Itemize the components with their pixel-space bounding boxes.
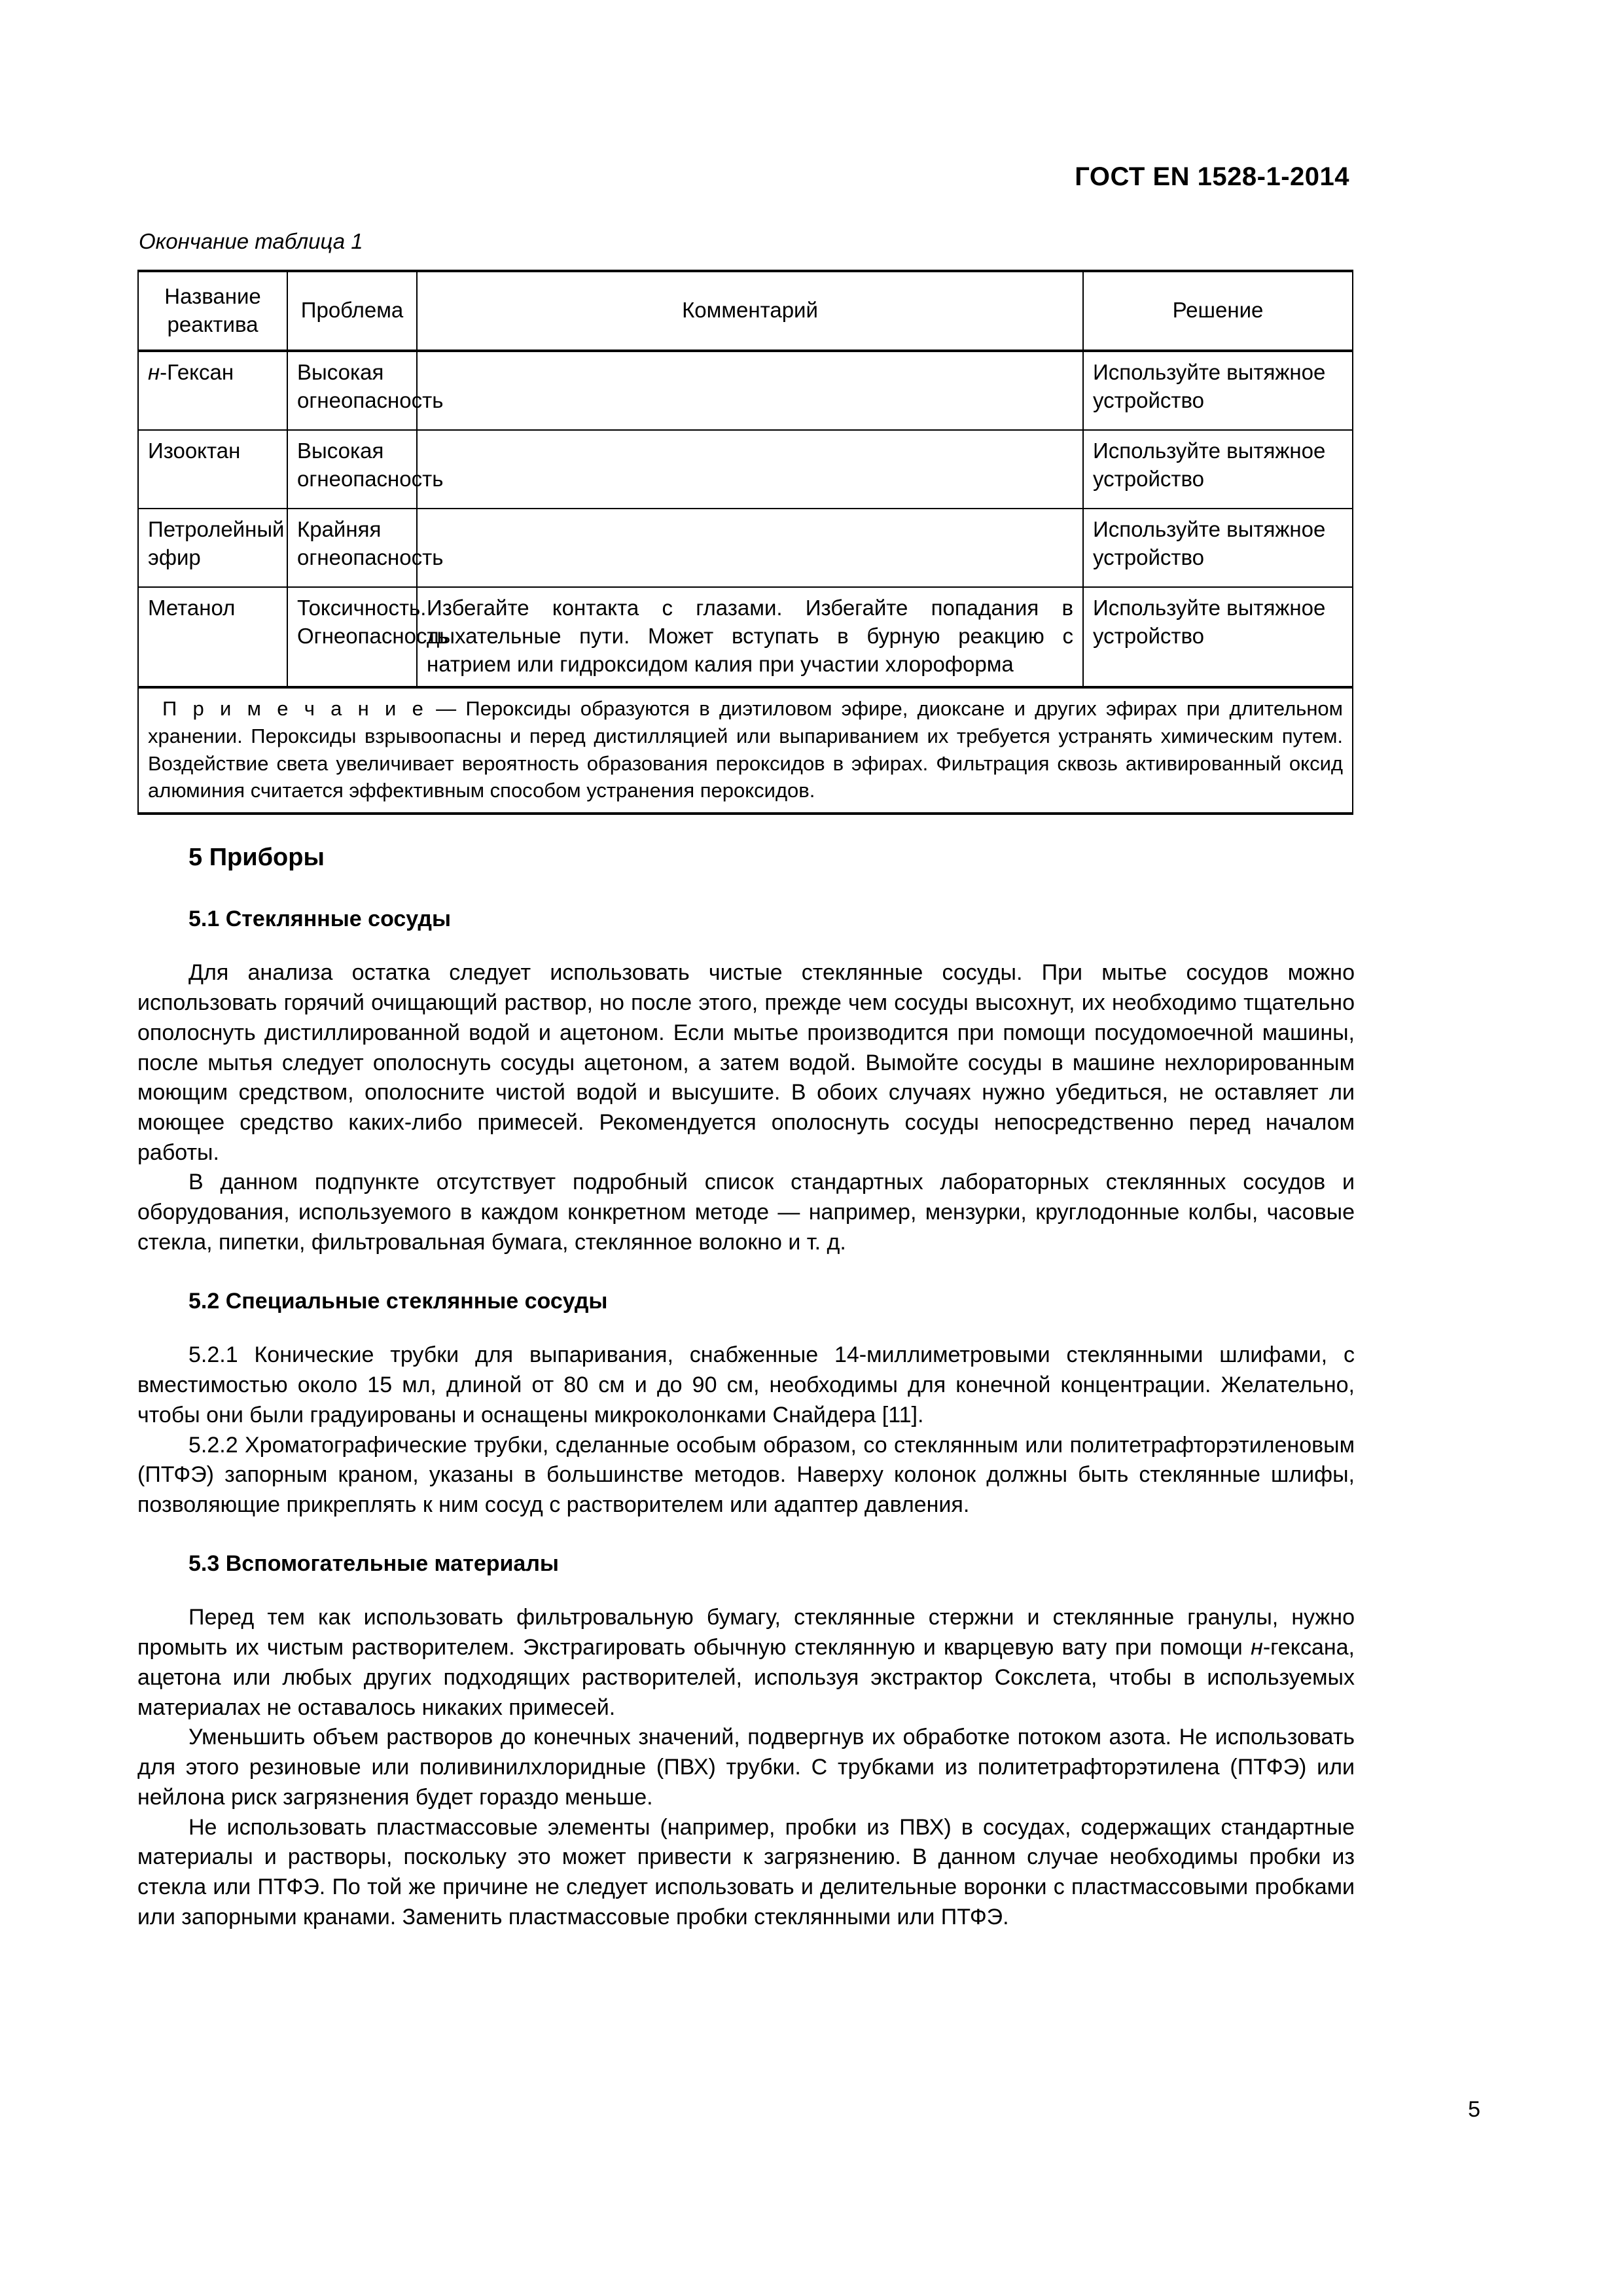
reagent-name-text: -Гексан xyxy=(160,359,234,384)
paragraph-5-2-1: 5.2.1 Конические трубки для выпаривания, снабженные 14-миллиметровыми стеклянными шлифами, с вместимостью около 15 мл, длиной от 80 см и до 90 см, необходимы для конечной концентрации. Желательно, чтобы они были градуированы и оснащены микроколонками Снайдера [11]. xyxy=(137,1342,1355,1427)
cell-problem: Высокая огнеопасность xyxy=(287,430,417,509)
cell-problem: Токсичность. Огнеопасность xyxy=(287,587,417,688)
table-note-row xyxy=(138,687,1353,813)
paragraph-5-3-1 xyxy=(137,1603,1355,1723)
paragraph-5-3-2: Уменьшить объем растворов до конечных значений, подвергнув их обработке потоком азота. Не использовать для этого резиновые или поливинилхлоридные (ПВХ) трубки. С трубками из политетрафторэтилена (ПТФЭ) или нейлона риск загрязнения будет гораздо меньше. xyxy=(137,1725,1355,1810)
cell-solution: Используйте вытяжное устройство xyxy=(1083,430,1353,509)
cell-reagent-name xyxy=(138,351,287,430)
cell-reagent-name: Петролейный эфир xyxy=(138,509,287,587)
table-row xyxy=(138,587,1353,688)
paragraph-5-1-2: В данном подпункте отсутствует подробный список стандартных лабораторных стеклянных сосудов и оборудования, используемого в каждом конкретном методе — например, мензурки, круглодонные колбы, часовые стекла, пипетки, фильтровальная бумага, стеклянное волокно и т. д. xyxy=(137,1170,1355,1255)
cell-comment xyxy=(417,430,1083,509)
column-header-solution: Решение xyxy=(1083,271,1353,351)
cell-comment xyxy=(417,509,1083,587)
table-note xyxy=(138,687,1353,813)
table-row xyxy=(138,509,1353,587)
table-row xyxy=(138,430,1353,509)
cell-solution: Используйте вытяжное устройство xyxy=(1083,509,1353,587)
table-note-label: П р и м е ч а н и е xyxy=(162,697,427,721)
paragraph-5-2-2: 5.2.2 Хроматографические трубки, сделанные особым образом, со стеклянным или политетрафторэтиленовым (ПТФЭ) запорным краном, указаны в большинстве методов. Наверху колонок должны быть стеклянные шлифы, позволяющие прикреплять к ним сосуд с растворителем или адаптер давления. xyxy=(137,1432,1355,1517)
cell-comment xyxy=(417,351,1083,430)
body-content xyxy=(137,843,1355,1932)
document-header-standard-id: ГОСТ EN 1528-1-2014 xyxy=(1075,162,1349,191)
cell-solution: Используйте вытяжное устройство xyxy=(1083,351,1353,430)
cell-comment: Избегайте контакта с глазами. Избегайте попадания в дыхательные пути. Может вступать в бурную реакцию с натрием или гидроксидом калия при участии хлороформа xyxy=(417,587,1083,688)
cell-problem: Крайняя огнеопасность xyxy=(287,509,417,587)
paragraph-5-3-3: Не использовать пластмассовые элементы (например, пробки из ПВХ) в сосудах, содержащих стандартные материалы и растворы, поскольку это может привести к загрязнению. В данном случае необходимы пробки из стекла или ПТФЭ. По той же причине не следует использовать и делительные воронки с пластмассовыми пробками или запорными кранами. Заменить пластмассовые пробки стеклянными или ПТФЭ. xyxy=(137,1814,1355,1929)
paragraph-5-3-1-italic-n: н xyxy=(1251,1635,1263,1660)
section-heading-5-3: 5.3 Вспомогательные материалы xyxy=(188,1551,559,1576)
page-number: 5 xyxy=(1468,2097,1480,2122)
table-note-dash: — xyxy=(426,697,466,721)
section-heading-5-2: 5.2 Специальные стеклянные сосуды xyxy=(188,1288,608,1314)
reagent-name-italic-prefix: н xyxy=(148,359,160,384)
column-header-comment: Комментарий xyxy=(417,271,1083,351)
section-heading-5-1: 5.1 Стеклянные сосуды xyxy=(188,906,451,931)
cell-reagent-name: Метанол xyxy=(138,587,287,688)
table-header-row xyxy=(138,271,1353,351)
table-note-text: Пероксиды образуются в диэтиловом эфире, диоксане и других эфирах при длительном хранении. Пероксиды взрывоопасны и перед дистилляцией или выпариванием их требуется устранять химическим путем. Воздействие света увеличивает вероятность образования пероксидов в эфирах. Фильтрация сквозь активированный оксид алюминия считается эффективным способом устранения пероксидов. xyxy=(148,697,1343,802)
cell-reagent-name: Изооктан xyxy=(138,430,287,509)
cell-problem: Высокая огнеопасность xyxy=(287,351,417,430)
table-head xyxy=(138,271,1353,351)
cell-solution: Используйте вытяжное устройство xyxy=(1083,587,1353,688)
paragraph-5-3-1-post: -гексана, ацетона или любых других подходящих растворителей, используя экстрактор Сокслета, чтобы в используемых материалах не оставалось никаких примесей. xyxy=(137,1635,1355,1720)
column-header-problem: Проблема xyxy=(287,271,417,351)
table-row xyxy=(138,351,1353,430)
paragraph-5-1-1: Для анализа остатка следует использовать чистые стеклянные сосуды. При мытье сосудов можно использовать горячий очищающий раствор, но после этого, прежде чем сосуды высохнут, их необходимо тщательно ополоснуть дистиллированной водой и ацетоном. Если мытье производится при помощи посудомоечной машины, после мытья следует ополоснуть сосуды ацетоном, а затем водой. Вымойте сосуды в машине нехлорированным моющим средством, ополосните чистой водой и высушите. В обоих случаях нужно убедиться, не оставляет ли моющее средство каких-либо примесей. Рекомендуется ополоснуть сосуды непосредственно перед началом работы. xyxy=(137,960,1355,1165)
reagents-table-wrapper xyxy=(137,270,1352,815)
reagents-table xyxy=(137,270,1353,815)
column-header-reagent-name: Название реактива xyxy=(138,271,287,351)
table-body xyxy=(138,351,1353,814)
paragraph-5-3-1-pre: Перед тем как использовать фильтровальную бумагу, стеклянные стержни и стеклянные гранулы, нужно промыть их чистым растворителем. Экстрагировать обычную стеклянную и кварцевую вату при помощи xyxy=(137,1605,1355,1660)
table-caption: Окончание таблица 1 xyxy=(139,229,363,253)
section-heading-5: 5 Приборы xyxy=(188,844,325,871)
